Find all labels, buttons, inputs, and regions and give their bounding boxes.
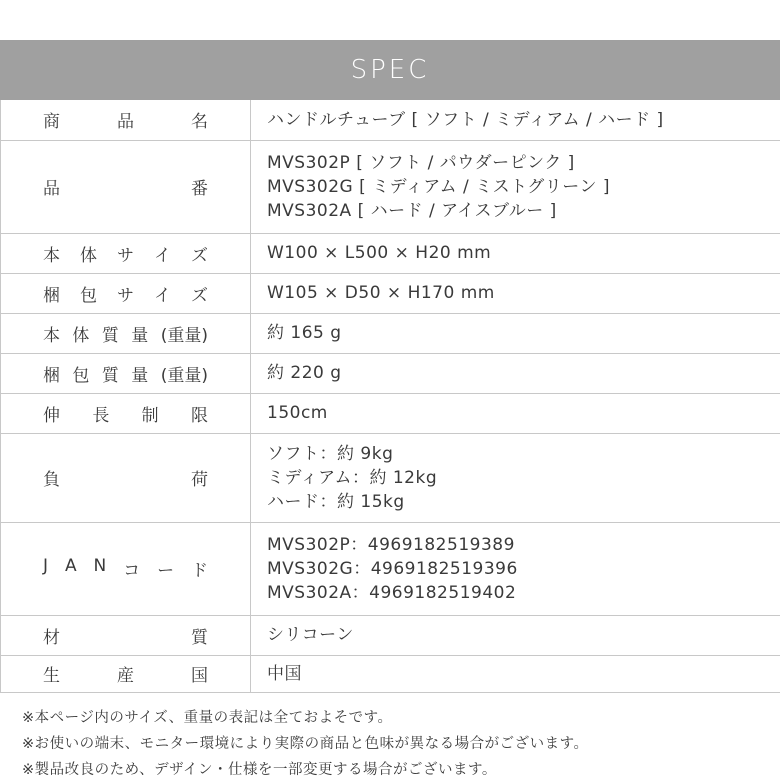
note-line: ※お使いの端末、モニター環境により実際の商品と色味が異なる場合がございます。 bbox=[22, 731, 589, 757]
spec-row bbox=[1, 522, 780, 615]
spec-row bbox=[1, 313, 780, 353]
spec-label-text: 本 体 サ イ ズ bbox=[1, 241, 250, 266]
notes bbox=[22, 705, 589, 783]
spec-label-text: 材 質 bbox=[1, 623, 250, 648]
spec-row bbox=[1, 233, 780, 273]
spec-label bbox=[1, 100, 251, 140]
spec-value bbox=[251, 313, 780, 353]
spec-label-text: 商 品 名 bbox=[1, 107, 250, 132]
spec-value bbox=[251, 655, 780, 692]
spec-value-line: MVS302A [ ハード / アイスブルー ] bbox=[267, 199, 780, 223]
spec-value-line: ソフト：約 9kg bbox=[267, 442, 780, 466]
note-line: ※本ページ内のサイズ、重量の表記は全ておよそです。 bbox=[22, 705, 589, 731]
spec-label-text: J A N コ ー ド bbox=[1, 556, 250, 581]
spec-row bbox=[1, 100, 780, 140]
spec-value bbox=[251, 140, 780, 233]
spec-label-text: 負 荷 bbox=[1, 465, 250, 490]
spec-value-line: 約 220 g bbox=[267, 361, 780, 385]
spec-value-line: 150cm bbox=[267, 401, 780, 425]
spec-title: SPEC bbox=[351, 55, 430, 85]
spec-value-line: ハード：約 15kg bbox=[267, 490, 780, 514]
spec-value-line: ミディアム：約 12kg bbox=[267, 466, 780, 490]
spec-value-line: ハンドルチューブ [ ソフト / ミディアム / ハード ] bbox=[267, 108, 780, 132]
spec-label-text: 本 体 質 量 (重量) bbox=[1, 321, 250, 346]
spec-value bbox=[251, 233, 780, 273]
spec-row bbox=[1, 140, 780, 233]
spec-row bbox=[1, 353, 780, 393]
spec-value-line: W100 × L500 × H20 mm bbox=[267, 241, 780, 265]
spec-header bbox=[0, 40, 780, 100]
spec-value bbox=[251, 522, 780, 615]
spec-label bbox=[1, 615, 251, 655]
spec-label-text: 梱 包 質 量 (重量) bbox=[1, 361, 250, 386]
spec-label bbox=[1, 233, 251, 273]
spec-label bbox=[1, 522, 251, 615]
spec-value-line: MVS302G：4969182519396 bbox=[267, 557, 780, 581]
spec-label-text: 生 産 国 bbox=[1, 661, 250, 686]
spec-value-line: 中国 bbox=[267, 662, 780, 686]
spec-row bbox=[1, 433, 780, 522]
spec-label bbox=[1, 433, 251, 522]
spec-row bbox=[1, 655, 780, 692]
spec-label-text: 品 番 bbox=[1, 174, 250, 199]
spec-value-line: 約 165 g bbox=[267, 321, 780, 345]
spec-table bbox=[0, 100, 780, 693]
note-line: ※製品改良のため、デザイン・仕様を一部変更する場合がございます。 bbox=[22, 757, 589, 783]
spec-value-line: MVS302P：4969182519389 bbox=[267, 533, 780, 557]
spec-value-line: MVS302G [ ミディアム / ミストグリーン ] bbox=[267, 175, 780, 199]
spec-label-text: 梱 包 サ イ ズ bbox=[1, 281, 250, 306]
spec-value bbox=[251, 433, 780, 522]
spec-row bbox=[1, 393, 780, 433]
spec-value bbox=[251, 273, 780, 313]
spec-label bbox=[1, 313, 251, 353]
spec-label bbox=[1, 273, 251, 313]
spec-value bbox=[251, 393, 780, 433]
spec-value-line: シリコーン bbox=[267, 623, 780, 647]
spec-value-line: MVS302A：4969182519402 bbox=[267, 581, 780, 605]
spec-value-line: MVS302P [ ソフト / パウダーピンク ] bbox=[267, 151, 780, 175]
spec-row bbox=[1, 615, 780, 655]
spec-label bbox=[1, 353, 251, 393]
spec-label bbox=[1, 393, 251, 433]
spec-value bbox=[251, 353, 780, 393]
spec-row bbox=[1, 273, 780, 313]
spec-value bbox=[251, 100, 780, 140]
spec-value bbox=[251, 615, 780, 655]
spec-value-line: W105 × D50 × H170 mm bbox=[267, 281, 780, 305]
spec-label bbox=[1, 655, 251, 692]
spec-label-text: 伸 長 制 限 bbox=[1, 401, 250, 426]
spec-label bbox=[1, 140, 251, 233]
